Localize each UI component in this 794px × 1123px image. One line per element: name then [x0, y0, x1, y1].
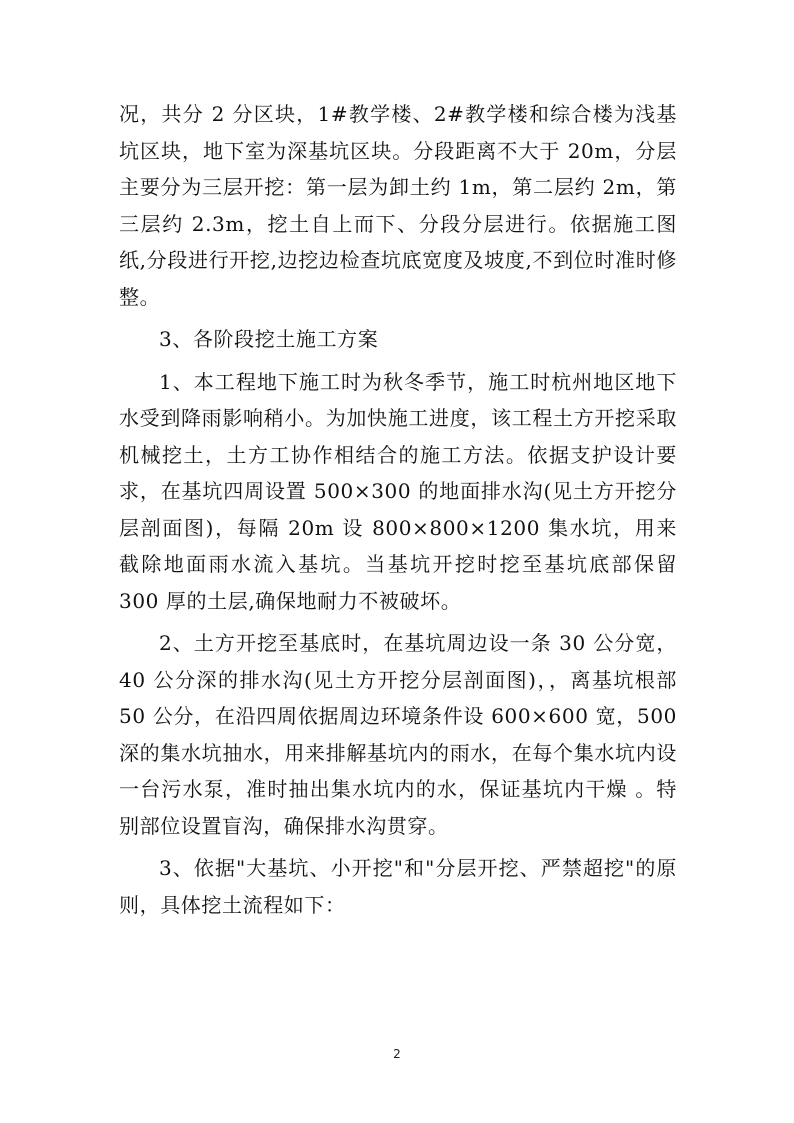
- paragraph-item-3: 3、依据"大基坑、小开挖"和"分层开挖、严禁超挖"的原则，具体挖土流程如下：: [119, 856, 677, 917]
- section-heading: 3、各阶段挖土施工方案: [159, 327, 379, 351]
- document-body: [119, 96, 677, 923]
- paragraph-continuation: 况，共分 2 分区块，1#教学楼、2#教学楼和综合楼为浅基坑区块，地下室为深基坑区块。分段距离不大于 20m，分层主要分为三层开挖：第一层为卸土约 1m，第二层约 2m，第三层约 2.3m，挖土自上而下、分段分层进行。依据施工图纸,分段进行开挖,边挖边检查坑底宽度及坡度,不到位时准时修整。: [119, 102, 677, 309]
- paragraph-item-2: 2、土方开挖至基底时，在基坑周边设一条 30 公分宽，40 公分深的排水沟(见土方开挖分层剖面图)，，离基坑根部 50 公分，在沿四周依据周边环境条件设 600×600 宽，500 深的集水坑抽水，用来排解基坑内的雨水，在每个集水坑内设一台污水泵，准时抽出集水坑内的水，保证基坑内干燥 。特别部位设置盲沟，确保排水沟贯穿。: [119, 631, 677, 838]
- page-number: 2: [393, 1047, 401, 1061]
- paragraph-item-1: 1、本工程地下施工时为秋冬季节，施工时杭州地区地下水受到降雨影响稍小。为加快施工进度，该工程土方开挖采取机械挖土，土方工协作相结合的施工方法。依据支护设计要求，在基坑四周设置 500×300 的地面排水沟(见土方开挖分层剖面图)，每隔 20m 设 800×800×1200 集水坑，用来截除地面雨水流入基坑。当基坑开挖时挖至基坑底部保留 300 厚的土层,确保地耐力不被破坏。: [119, 369, 677, 613]
